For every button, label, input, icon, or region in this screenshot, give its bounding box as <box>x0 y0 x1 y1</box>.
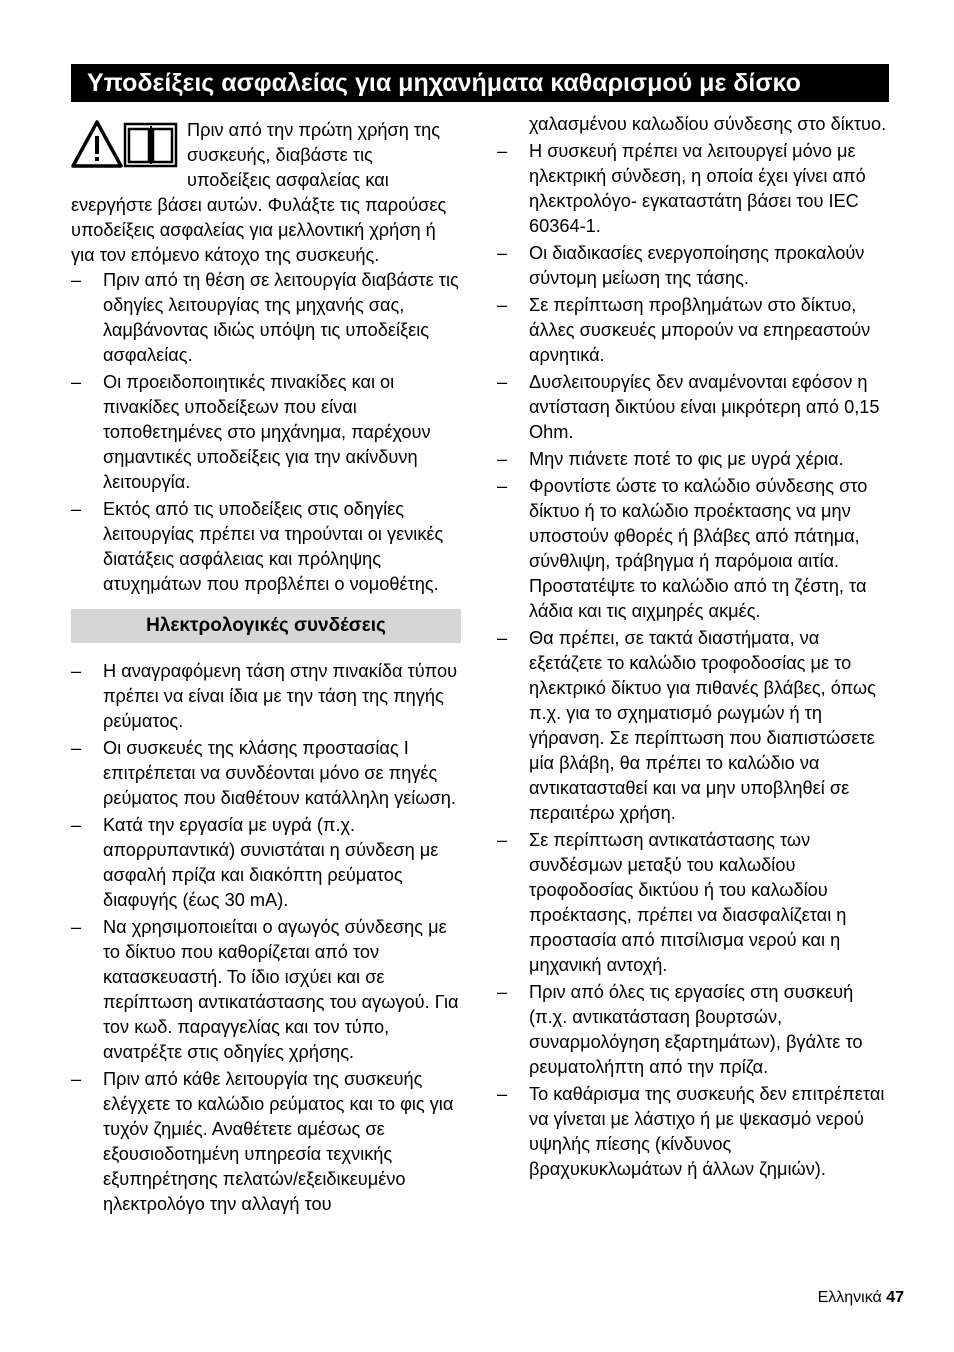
list-item: – Οι προειδοποιητικές πινακίδες και οι πινακίδες υποδείξεων που είναι τοποθετημένες στο μηχάνημα, παρέχουν σημαντικές υποδείξεις για την ακίνδυνη λειτουργία. <box>71 370 461 495</box>
list-item: – Πριν από τη θέση σε λειτουργία διαβάστε τις οδηγίες λειτουργίας της μηχανής σας, λαμβάνοντας ιδιώς υπόψη τις υποδείξεις ασφαλείας. <box>71 268 461 368</box>
list-item: – Φροντίστε ώστε το καλώδιο σύνδεσης στο δίκτυο ή το καλώδιο προέκτασης να μην υποστούν φθορές ή βλάβες από πάτημα, σύνθλιψη, τράβηγμα ή παρόμοια αιτία. Προστατέψτε το καλώδιο από τη ζέστη, τα λάδια και τις αιχμηρές ακμές. <box>497 474 889 624</box>
list-item: – Η αναγραφόμενη τάση στην πινακίδα τύπου πρέπει να είναι ίδια με την τάση της πηγής ρεύματος. <box>71 659 461 734</box>
intro-icons <box>71 120 179 170</box>
intro-text: Πριν από την πρώτη χρήση της συσκευής, διαβάστε τις υποδείξεις ασφαλείας και ενεργήστε βάσει αυτών. Φυλάξτε τις παρούσες υποδείξεις ασφαλείας για μελλοντική χρήση ή για τον επόμενο κάτοχο της συσκευής. <box>71 120 447 265</box>
manual-book-icon <box>125 124 176 166</box>
warning-triangle-icon <box>73 122 121 166</box>
list-item: – Πριν από όλες τις εργασίες στη συσκευή (π.χ. αντικατάσταση βουρτσών, συναρμολόγηση εξαρτημάτων), βγάλτε το ρευματολήπτη από την πρίζα. <box>497 980 889 1080</box>
right-column <box>497 112 889 1184</box>
left-column <box>71 112 461 1219</box>
list-item: – Το καθάρισμα της συσκευής δεν επιτρέπεται να γίνεται με λάστιχο ή με ψεκασμό νερού υψηλής πίεσης (κίνδυνος βραχυκυκλωμάτων ή άλλων ζημιών). <box>497 1082 889 1182</box>
footer-language: Ελληνικά <box>817 1289 882 1306</box>
list-item: – Κατά την εργασία με υγρά (π.χ. απορρυπαντικά) συνιστάται η σύνδεση με ασφαλή πρίζα και διακόπτη ρεύματος διαφυγής (έως 30 mA). <box>71 813 461 913</box>
intro-block <box>71 118 461 268</box>
list-item: – Οι διαδικασίες ενεργοποίησης προκαλούν σύντομη μείωση της τάσης. <box>497 241 889 291</box>
page-footer <box>818 1289 904 1307</box>
list-item: – Δυσλειτουργίες δεν αναμένονται εφόσον η αντίσταση δικτύου είναι μικρότερη από 0,15 Ohm. <box>497 370 889 445</box>
general-safety-list <box>71 268 461 597</box>
electrical-list-left <box>71 659 461 1217</box>
list-item: – Να χρησιμοποιείται ο αγωγός σύνδεσης με το δίκτυο που καθορίζεται από τον κατασκευαστή. Το ίδιο ισχύει και σε περίπτωση αντικατάστασης του αγωγού. Για τον κωδ. παραγγελίας και τον τύπο, ανατρέξτε στις οδηγίες χρήσης. <box>71 915 461 1065</box>
list-item: – Εκτός από τις υποδείξεις στις οδηγίες λειτουργίας πρέπει να τηρούνται οι γενικές διατάξεις ασφάλειας και πρόληψης ατυχημάτων που προβλέπει ο νομοθέτης. <box>71 497 461 597</box>
list-item: – Μην πιάνετε ποτέ το φις με υγρά χέρια. <box>497 447 889 472</box>
page-number: 47 <box>886 1289 904 1306</box>
list-item: – Πριν από κάθε λειτουργία της συσκευής ελέγχετε το καλώδιο ρεύματος και το φις για τυχόν ζημιές. Αναθέτετε αμέσως σε εξουσιοδοτημένη υπηρεσία τεχνικής εξυπηρέτησης πελατών/εξειδικευμένο ηλεκτρολόγο την αλλαγή του <box>71 1067 461 1217</box>
electrical-list-right <box>497 139 889 1182</box>
list-item: – Οι συσκευές της κλάσης προστασίας I επιτρέπεται να συνδέονται μόνο σε πηγές ρεύματος που διαθέτουν κατάλληλη γείωση. <box>71 736 461 811</box>
list-item: – Η συσκευή πρέπει να λειτουργεί μόνο με ηλεκτρική σύνδεση, η οποία έχει γίνει από ηλεκτρολόγο- εγκαταστάτη βάσει του IEC 60364-1. <box>497 139 889 239</box>
section-heading: Ηλεκτρολογικές συνδέσεις <box>71 609 461 643</box>
list-item: – Σε περίπτωση αντικατάστασης των συνδέσμων μεταξύ του καλωδίου τροφοδοσίας δικτύου ή του καλωδίου προέκτασης, πρέπει να διασφαλίζεται η προστασία από πιτσίλισμα νερού και η μηχανική αντοχή. <box>497 828 889 978</box>
page-title: Υποδείξεις ασφαλείας για μηχανήματα καθαρισμού με δίσκο <box>71 64 889 102</box>
list-item: – Θα πρέπει, σε τακτά διαστήματα, να εξετάζετε το καλώδιο τροφοδοσίας με το ηλεκτρικό δίκτυο για πιθανές βλάβες, όπως π.χ. για το σχηματισμό ρωγμών ή τη γήρανση. Σε περίπτωση που διαπιστώσετε μία βλάβη, θα πρέπει το καλώδιο να αντικατασταθεί και να μην υποβληθεί σε περαιτέρω χρήση. <box>497 626 889 826</box>
continued-text: χαλασμένου καλωδίου σύνδεσης στο δίκτυο. <box>529 114 887 134</box>
list-item: – Σε περίπτωση προβλημάτων στο δίκτυο, άλλες συσκευές μπορούν να επηρεαστούν αρνητικά. <box>497 293 889 368</box>
